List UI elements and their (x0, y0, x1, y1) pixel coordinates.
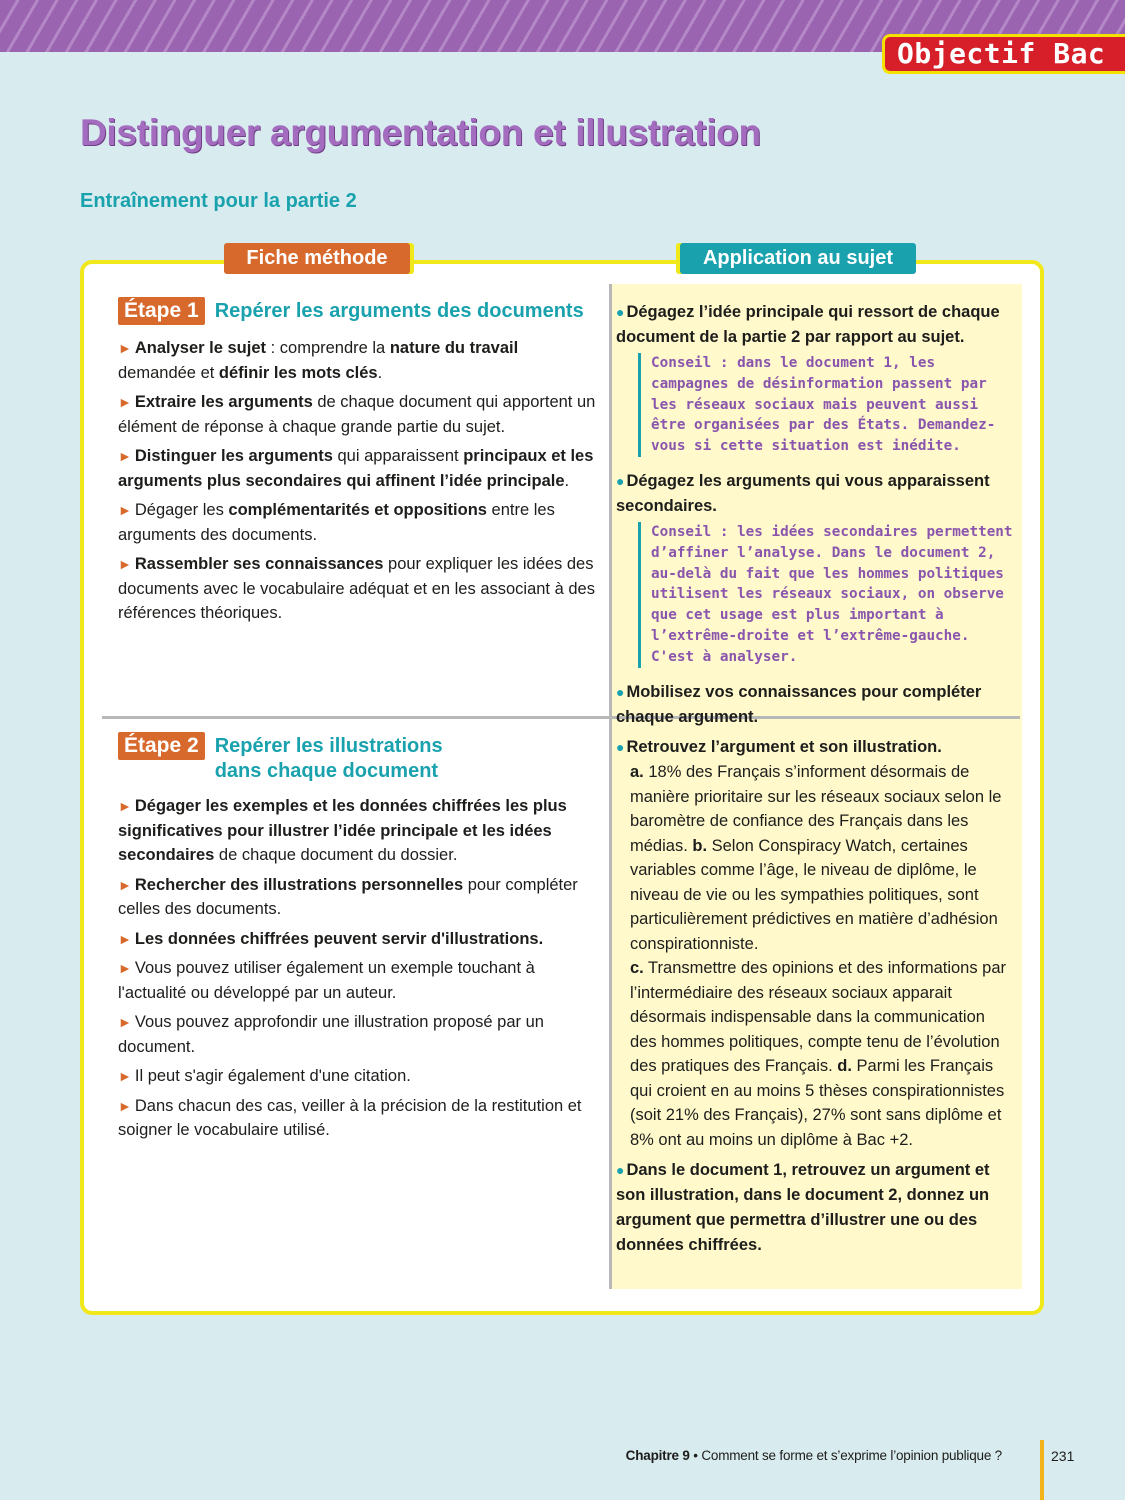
application-bullet: ● Dans le document 1, retrouvez un argument et son illustration, dans le document 2, donnez un argument que permettra d’illustrer une ou des données chiffrées. (616, 1161, 990, 1254)
arrow-icon: ► (118, 1068, 132, 1084)
arrow-icon: ► (118, 556, 132, 572)
bullet-dot-icon: ● (616, 304, 625, 320)
arrow-icon: ► (118, 448, 132, 464)
arrow-icon: ► (118, 394, 132, 410)
etape2-step: ► Les données chiffrées peuvent servir d'illustrations. (118, 929, 544, 948)
etape2-heading (118, 732, 443, 784)
etape1-step: ► Distinguer les arguments qui apparaissent principaux et les arguments plus secondaires qui affinent l’idée principale. (118, 447, 594, 490)
etape1-step: ► Dégager les complémentarités et oppositions entre les arguments des documents. (118, 501, 555, 544)
etape1-heading (118, 297, 584, 325)
bullet-dot-icon: ● (616, 683, 625, 700)
arrow-icon: ► (118, 798, 132, 814)
etape1-step: ► Rassembler ses connaissances pour expliquer les idées des documents avec le vocabulaire adéquat et en les associant à des références théoriques. (118, 555, 595, 622)
illustration-text: a. 18% des Français s’informent désormais de manière prioritaire sur les réseaux sociaux selon le baromètre de confiance des Français dans les médias. b. Selon Conspiracy Watch, certaines variables comme l’âge, le niveau de diplôme, le niveau de vie ou les sympathies politiques, sont particulièrement prédictives en matière d’adhésion conspirationniste. c. Transmettre des opinions et des informations par l’intermédiaire des réseaux sociaux apparait désormais indispensable dans la communication des hommes politiques, compte tenu de l’évolution des pratiques des Français. d. Parmi les Français qui croient en au moins 5 thèses conspirationnistes (soit 21% des Français), 27% sont sans diplôme et 8% ont au moins un diplôme à Bac +2. (630, 763, 1007, 1149)
arrow-icon: ► (118, 1097, 132, 1114)
arrow-icon: ► (118, 960, 132, 976)
page-subtitle: Entraînement pour la partie 2 (80, 190, 357, 212)
application-bullet: ● Mobilisez vos connaissances pour compléter chaque argument. (616, 682, 982, 726)
column-divider (609, 284, 612, 1289)
application-bullet: ● Dégagez l’idée principale qui ressort de chaque document de la partie 2 par rapport au sujet. (616, 303, 1000, 346)
bullet-dot-icon: ● (616, 1162, 625, 1178)
objectif-bac-badge: Objectif Bac (882, 34, 1125, 74)
fiche-methode-tab: Fiche méthode (224, 243, 410, 274)
bullet-dot-icon: ● (616, 472, 625, 489)
page-title: Distinguer argumentation et illustration (80, 112, 761, 153)
footer-divider (1040, 1440, 1044, 1500)
conseil-note: Conseil : dans le document 1, les campagnes de désinformation passent par les réseaux sociaux mais peuvent aussi être organisées par des États. Demandez-vous si cette situation est inédite. (638, 353, 1016, 457)
etape2-step: ► Vous pouvez utiliser également un exemple touchant à l'actualité ou développé par un auteur. (118, 959, 535, 1002)
application1-content (616, 300, 1016, 730)
bullet-dot-icon: ● (616, 739, 625, 755)
etape2-badge: Étape 2 (118, 732, 205, 760)
etape1-steps (118, 336, 598, 631)
etape1-step: ► Analyser le sujet : comprendre la nature du travail demandée et définir les mots clés. (118, 339, 519, 382)
etape2-step: ► Vous pouvez approfondir une illustration proposé par un document. (118, 1013, 544, 1056)
arrow-icon: ► (118, 340, 132, 356)
arrow-icon: ► (118, 502, 132, 518)
etape2-title: Repérer les illustrations dans chaque document (214, 735, 443, 782)
arrow-icon: ► (118, 930, 132, 947)
etape2-step: ► Rechercher des illustrations personnelles pour compléter celles des documents. (118, 875, 578, 918)
application-bullet: ● Retrouvez l’argument et son illustration. (616, 738, 942, 756)
application-sujet-tab: Application au sujet (680, 243, 916, 274)
etape1-badge: Étape 1 (118, 297, 205, 325)
footer-chapter: Chapitre 9 • Comment se forme et s’exprime l’opinion publique ? (625, 1448, 1002, 1463)
etape2-step: ► Dans chacun des cas, veiller à la précision de la restitution et soigner le vocabulaire utilisé. (118, 1096, 582, 1139)
application2-content (616, 735, 1016, 1258)
etape2-step: ► Il peut s'agir également d'une citation. (118, 1067, 411, 1085)
etape1-title: Repérer les arguments des documents (214, 300, 584, 322)
conseil-note: Conseil : les idées secondaires permettent d’affiner l’analyse. Dans le document 2, au-delà du fait que les hommes politiques utilisent les réseaux sociaux, on observe que cet usage est plus important à l’extrême-droite et l’extrême-gauche. C'est à analyser. (638, 522, 1016, 668)
application-bullet: ● Dégagez les arguments qui vous apparaissent secondaires. (616, 471, 990, 515)
arrow-icon: ► (118, 876, 132, 893)
etape2-step: ► Dégager les exemples et les données chiffrées les plus significatives pour illustrer l’idée principale et les idées secondaires de chaque document du dossier. (118, 797, 567, 864)
page-number: 231 (1051, 1448, 1075, 1464)
arrow-icon: ► (118, 1014, 132, 1030)
etape1-step: ► Extraire les arguments de chaque document qui apportent un élément de réponse à chaque grande partie du sujet. (118, 393, 596, 436)
etape2-steps (118, 794, 598, 1148)
